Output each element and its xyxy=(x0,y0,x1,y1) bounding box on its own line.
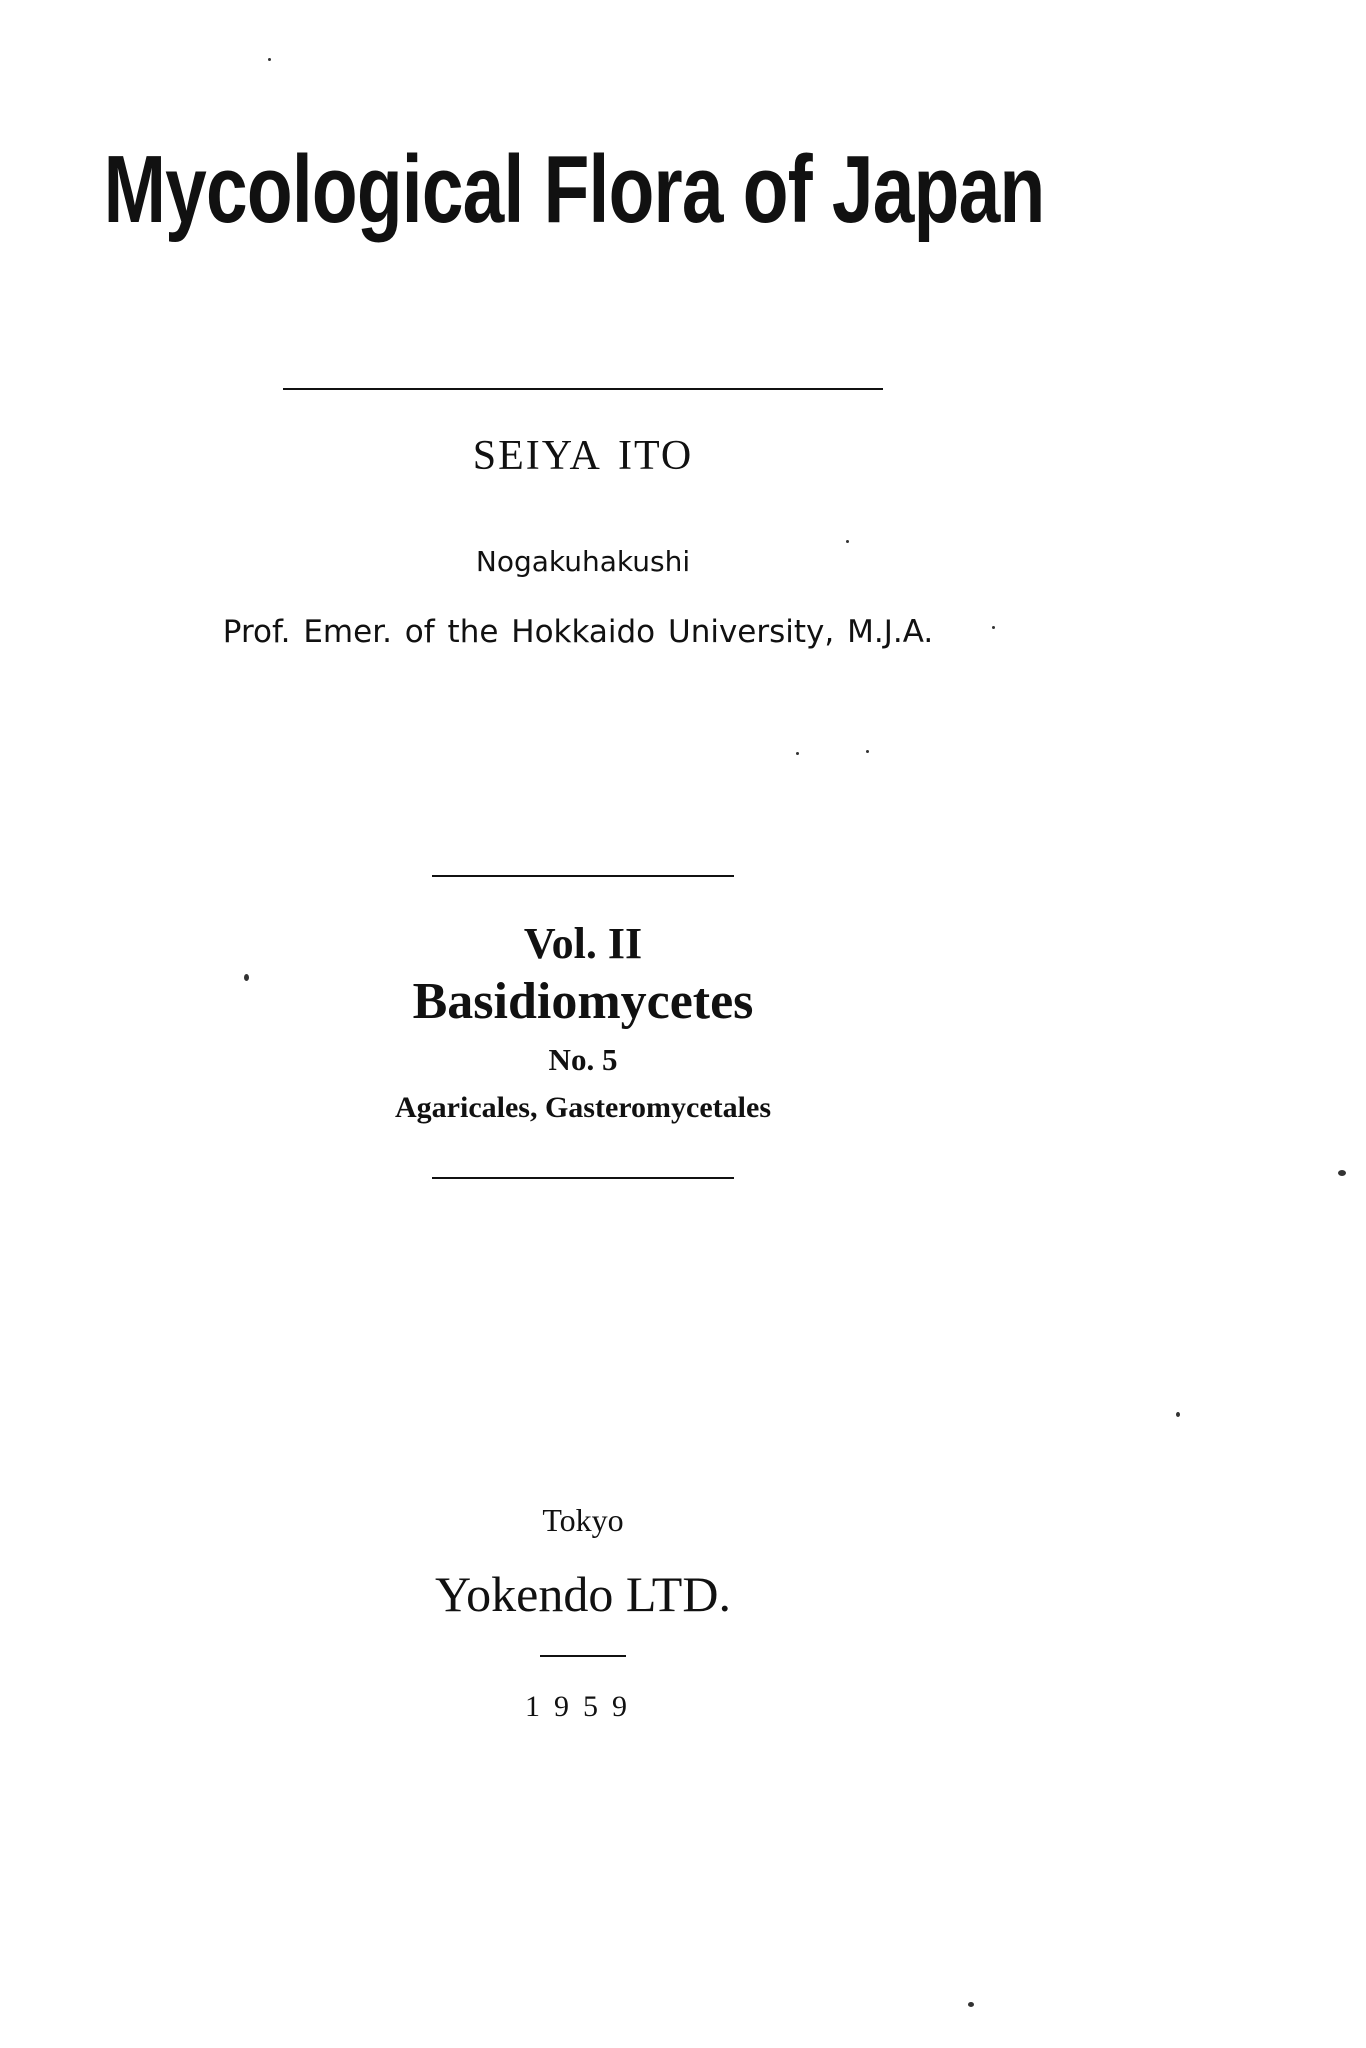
author-degree: Nogakuhakushi xyxy=(475,545,691,578)
volume-orders: Agaricales, Gasteromycetales xyxy=(395,1091,771,1124)
imprint-divider xyxy=(540,1655,626,1657)
imprint-year: 1959 xyxy=(525,1690,641,1723)
title-divider xyxy=(283,388,883,390)
book-title: Mycological Flora of Japan xyxy=(103,136,1045,243)
scan-speck xyxy=(268,58,271,61)
scan-speck xyxy=(866,750,869,753)
volume-subject: Basidiomycetes xyxy=(412,973,754,1030)
imprint-publisher: Yokendo LTD. xyxy=(435,1566,731,1622)
author-name: SEIYA ITO xyxy=(472,433,694,479)
imprint-city: Tokyo xyxy=(542,1502,624,1538)
scan-speck xyxy=(968,2002,974,2007)
volume-divider-top xyxy=(432,875,734,877)
volume-number: No. 5 xyxy=(548,1042,618,1077)
scan-speck xyxy=(992,626,995,629)
scan-speck xyxy=(244,974,249,981)
author-affiliation: Prof. Emer. of the Hokkaido University, M.J.A. xyxy=(222,614,934,650)
volume-divider-bottom xyxy=(432,1177,734,1179)
scan-speck xyxy=(796,752,799,755)
scan-speck xyxy=(1176,1412,1180,1417)
scan-speck xyxy=(1338,1170,1346,1176)
scan-speck xyxy=(846,540,849,543)
volume-label: Vol. II xyxy=(523,919,643,968)
